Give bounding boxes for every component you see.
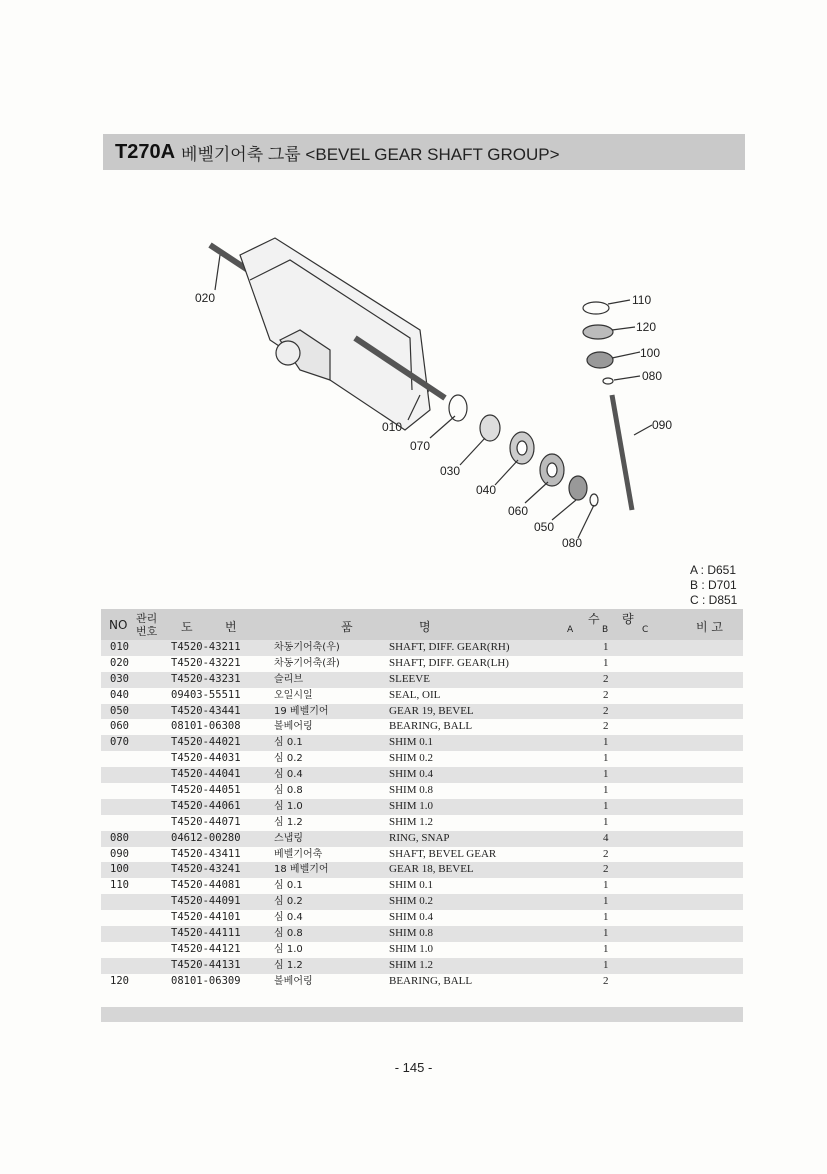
section-code: T270A bbox=[115, 140, 176, 163]
shim-070-drawing bbox=[449, 395, 467, 421]
header-name-2: 명 bbox=[419, 620, 431, 634]
row-english-name: BEARING, BALL bbox=[389, 974, 473, 987]
row-part-number: T4520-44051 bbox=[171, 784, 241, 797]
header-drawing-2: 번 bbox=[225, 620, 237, 634]
callout-010: 010 bbox=[382, 420, 403, 434]
legend-a: A : D651 bbox=[690, 563, 737, 577]
row-korean-name: 심 0.2 bbox=[274, 753, 303, 765]
row-korean-name: 18 베벨기어 bbox=[274, 864, 329, 876]
row-part-number: T4520-44071 bbox=[171, 815, 241, 828]
row-part-number: T4520-44061 bbox=[171, 799, 241, 812]
callout-030: 030 bbox=[440, 464, 461, 478]
row-korean-name: 스냅링 bbox=[274, 832, 303, 844]
row-quantity-b: 1 bbox=[603, 927, 609, 940]
row-quantity-b: 2 bbox=[603, 974, 609, 987]
header-col-c: C bbox=[642, 625, 649, 635]
row-quantity-b: 2 bbox=[603, 863, 609, 876]
row-english-name: GEAR 19, BEVEL bbox=[389, 704, 474, 717]
shim-110-drawing bbox=[583, 302, 609, 314]
row-part-number: 08101-06308 bbox=[171, 720, 241, 733]
callout-110: 110 bbox=[632, 293, 652, 307]
shaft-090-drawing bbox=[612, 395, 632, 510]
row-english-name: SHIM 1.2 bbox=[389, 815, 434, 828]
row-english-name: SHIM 0.8 bbox=[389, 927, 434, 940]
row-part-number: T4520-43411 bbox=[171, 847, 241, 860]
row-korean-name: 심 0.1 bbox=[274, 737, 303, 749]
row-english-name: SHAFT, DIFF. GEAR(LH) bbox=[389, 656, 509, 669]
row-quantity-b: 1 bbox=[603, 768, 609, 781]
row-korean-name: 19 베벨기어 bbox=[274, 705, 329, 717]
callout-080b: 080 bbox=[642, 369, 663, 383]
row-korean-name: 차동기어축(좌) bbox=[274, 657, 340, 669]
table-row bbox=[101, 735, 743, 751]
header-col-a: A bbox=[567, 625, 574, 635]
row-english-name: RING, SNAP bbox=[389, 831, 450, 844]
row-english-name: SHIM 0.2 bbox=[389, 752, 434, 765]
table-row bbox=[101, 815, 743, 831]
row-english-name: SEAL, OIL bbox=[389, 688, 441, 701]
row-english-name: SLEEVE bbox=[389, 672, 430, 685]
table-row bbox=[101, 894, 743, 910]
row-number: 020 bbox=[110, 656, 129, 669]
row-quantity-b: 4 bbox=[603, 831, 609, 844]
snap-ring-080-drawing bbox=[590, 494, 598, 506]
row-quantity-b: 1 bbox=[603, 879, 609, 892]
sleeve-030-drawing bbox=[480, 415, 500, 441]
row-english-name: SHAFT, DIFF. GEAR(RH) bbox=[389, 641, 510, 653]
row-korean-name: 심 1.2 bbox=[274, 816, 303, 828]
row-part-number: T4520-44041 bbox=[171, 768, 241, 781]
table-row bbox=[101, 783, 743, 799]
row-part-number: T4520-44021 bbox=[171, 736, 241, 749]
row-quantity-b: 1 bbox=[603, 656, 609, 669]
legend-b: B : D701 bbox=[690, 578, 737, 592]
callout-050: 050 bbox=[534, 520, 555, 534]
table-row bbox=[101, 751, 743, 767]
table-row bbox=[101, 767, 743, 783]
row-quantity-b: 1 bbox=[603, 942, 609, 955]
row-number: 010 bbox=[110, 641, 129, 653]
table-footer-band bbox=[101, 1007, 743, 1022]
header-no: NO bbox=[109, 618, 128, 632]
row-english-name: SHIM 0.8 bbox=[389, 784, 434, 797]
header-name-1: 품 bbox=[341, 620, 353, 634]
row-quantity-b: 2 bbox=[603, 704, 609, 717]
callout-040: 040 bbox=[476, 483, 497, 497]
row-quantity-b: 1 bbox=[603, 752, 609, 765]
callout-100: 100 bbox=[640, 346, 661, 360]
table-row bbox=[101, 910, 743, 926]
legend-c: C : D851 bbox=[690, 593, 738, 607]
table-body bbox=[101, 640, 743, 990]
callout-020: 020 bbox=[195, 291, 216, 305]
row-part-number: T4520-44111 bbox=[171, 927, 241, 940]
table-row bbox=[101, 926, 743, 942]
row-number: 070 bbox=[110, 736, 129, 749]
table-row bbox=[101, 974, 743, 990]
row-part-number: 09403-55511 bbox=[171, 688, 241, 701]
row-english-name: SHIM 0.1 bbox=[389, 879, 434, 892]
row-part-number: T4520-44131 bbox=[171, 958, 241, 971]
row-korean-name: 심 1.0 bbox=[274, 800, 303, 812]
row-part-number: T4520-43241 bbox=[171, 863, 241, 876]
row-korean-name: 심 1.2 bbox=[274, 959, 303, 971]
row-quantity-b: 1 bbox=[603, 736, 609, 749]
callout-070: 070 bbox=[410, 439, 431, 453]
row-part-number: T4520-44101 bbox=[171, 911, 241, 924]
housing-drawing bbox=[240, 238, 430, 430]
row-korean-name: 심 0.4 bbox=[274, 912, 303, 924]
callout-080: 080 bbox=[562, 536, 583, 550]
row-number: 120 bbox=[110, 974, 129, 987]
table-row bbox=[101, 656, 743, 672]
table-row bbox=[101, 862, 743, 878]
row-number: 060 bbox=[110, 720, 129, 733]
row-quantity-b: 2 bbox=[603, 847, 609, 860]
row-number: 110 bbox=[110, 879, 129, 892]
row-english-name: SHIM 1.0 bbox=[389, 799, 434, 812]
row-part-number: T4520-43231 bbox=[171, 672, 241, 685]
table-row bbox=[101, 640, 743, 656]
title-bar bbox=[103, 134, 745, 170]
row-part-number: 04612-00280 bbox=[171, 831, 241, 844]
row-korean-name: 볼베어링 bbox=[274, 975, 313, 987]
row-english-name: SHIM 0.4 bbox=[389, 911, 434, 924]
row-english-name: GEAR 18, BEVEL bbox=[389, 863, 474, 876]
table-row bbox=[101, 719, 743, 735]
table-header bbox=[101, 609, 743, 640]
row-korean-name: 차동기어축(우) bbox=[274, 642, 340, 653]
page-number: - 145 - bbox=[394, 1060, 433, 1075]
row-korean-name: 심 0.4 bbox=[274, 769, 303, 781]
row-english-name: SHIM 1.2 bbox=[389, 958, 434, 971]
row-number: 080 bbox=[110, 831, 129, 844]
row-quantity-b: 1 bbox=[603, 641, 609, 653]
row-quantity-b: 2 bbox=[603, 720, 609, 733]
table-row bbox=[101, 672, 743, 688]
header-col-b: B bbox=[602, 625, 609, 635]
row-part-number: T4520-44081 bbox=[171, 879, 241, 892]
row-quantity-b: 1 bbox=[603, 911, 609, 924]
row-part-number: T4520-44091 bbox=[171, 895, 241, 908]
snap-ring-080b-drawing bbox=[603, 378, 613, 384]
row-english-name: BEARING, BALL bbox=[389, 720, 473, 733]
row-quantity-b: 1 bbox=[603, 958, 609, 971]
row-english-name: SHIM 0.4 bbox=[389, 768, 434, 781]
row-number: 040 bbox=[110, 688, 129, 701]
row-korean-name: 심 0.8 bbox=[274, 785, 303, 797]
row-korean-name: 심 0.8 bbox=[274, 928, 303, 940]
table-row bbox=[101, 831, 743, 847]
table-row bbox=[101, 847, 743, 863]
parts-table bbox=[101, 609, 743, 990]
row-korean-name: 슬리브 bbox=[274, 673, 303, 685]
row-korean-name: 심 1.0 bbox=[274, 943, 303, 955]
row-korean-name: 오일시일 bbox=[274, 689, 313, 701]
gear-100-drawing bbox=[587, 352, 613, 368]
row-quantity-b: 1 bbox=[603, 815, 609, 828]
row-quantity-b: 2 bbox=[603, 688, 609, 701]
row-part-number: 08101-06309 bbox=[171, 974, 241, 987]
row-korean-name: 심 0.2 bbox=[274, 896, 303, 908]
table-row bbox=[101, 704, 743, 720]
gear-050-drawing bbox=[569, 476, 587, 500]
header-drawing-1: 도 bbox=[181, 620, 193, 634]
row-part-number: T4520-43221 bbox=[171, 656, 241, 669]
table-row bbox=[101, 799, 743, 815]
row-english-name: SHIM 0.2 bbox=[389, 895, 434, 908]
header-mgmt-bottom: 번호 bbox=[136, 625, 158, 638]
row-number: 090 bbox=[110, 847, 129, 860]
row-part-number: T4520-43211 bbox=[171, 641, 241, 653]
callout-120: 120 bbox=[636, 320, 657, 334]
row-part-number: T4520-44121 bbox=[171, 942, 241, 955]
bearing-120-drawing bbox=[583, 325, 613, 339]
row-part-number: T4520-44031 bbox=[171, 752, 241, 765]
model-legend bbox=[690, 563, 737, 608]
row-english-name: SHIM 1.0 bbox=[389, 942, 434, 955]
header-remarks: 비 고 bbox=[696, 620, 723, 634]
table-row bbox=[101, 878, 743, 894]
table-row bbox=[101, 942, 743, 958]
row-korean-name: 베벨기어축 bbox=[274, 848, 323, 860]
row-number: 050 bbox=[110, 704, 129, 717]
row-korean-name: 심 0.1 bbox=[274, 880, 303, 892]
row-number: 030 bbox=[110, 672, 129, 685]
callout-090: 090 bbox=[652, 418, 673, 432]
callout-060: 060 bbox=[508, 504, 529, 518]
table-row bbox=[101, 688, 743, 704]
header-mgmt-top: 관리 bbox=[136, 612, 158, 625]
row-quantity-b: 1 bbox=[603, 895, 609, 908]
exploded-parts-diagram bbox=[180, 220, 700, 560]
row-part-number: T4520-43441 bbox=[171, 704, 241, 717]
row-korean-name: 볼베어링 bbox=[274, 721, 313, 733]
row-number: 100 bbox=[110, 863, 129, 876]
header-qty-1: 수 bbox=[588, 612, 600, 626]
header-qty-2: 량 bbox=[622, 612, 634, 626]
row-english-name: SHIM 0.1 bbox=[389, 736, 434, 749]
row-english-name: SHAFT, BEVEL GEAR bbox=[389, 847, 497, 860]
row-quantity-b: 2 bbox=[603, 672, 609, 685]
table-row bbox=[101, 958, 743, 974]
section-title: 베벨기어축 그룹 <BEVEL GEAR SHAFT GROUP> bbox=[181, 144, 560, 164]
row-quantity-b: 1 bbox=[603, 784, 609, 797]
row-quantity-b: 1 bbox=[603, 799, 609, 812]
